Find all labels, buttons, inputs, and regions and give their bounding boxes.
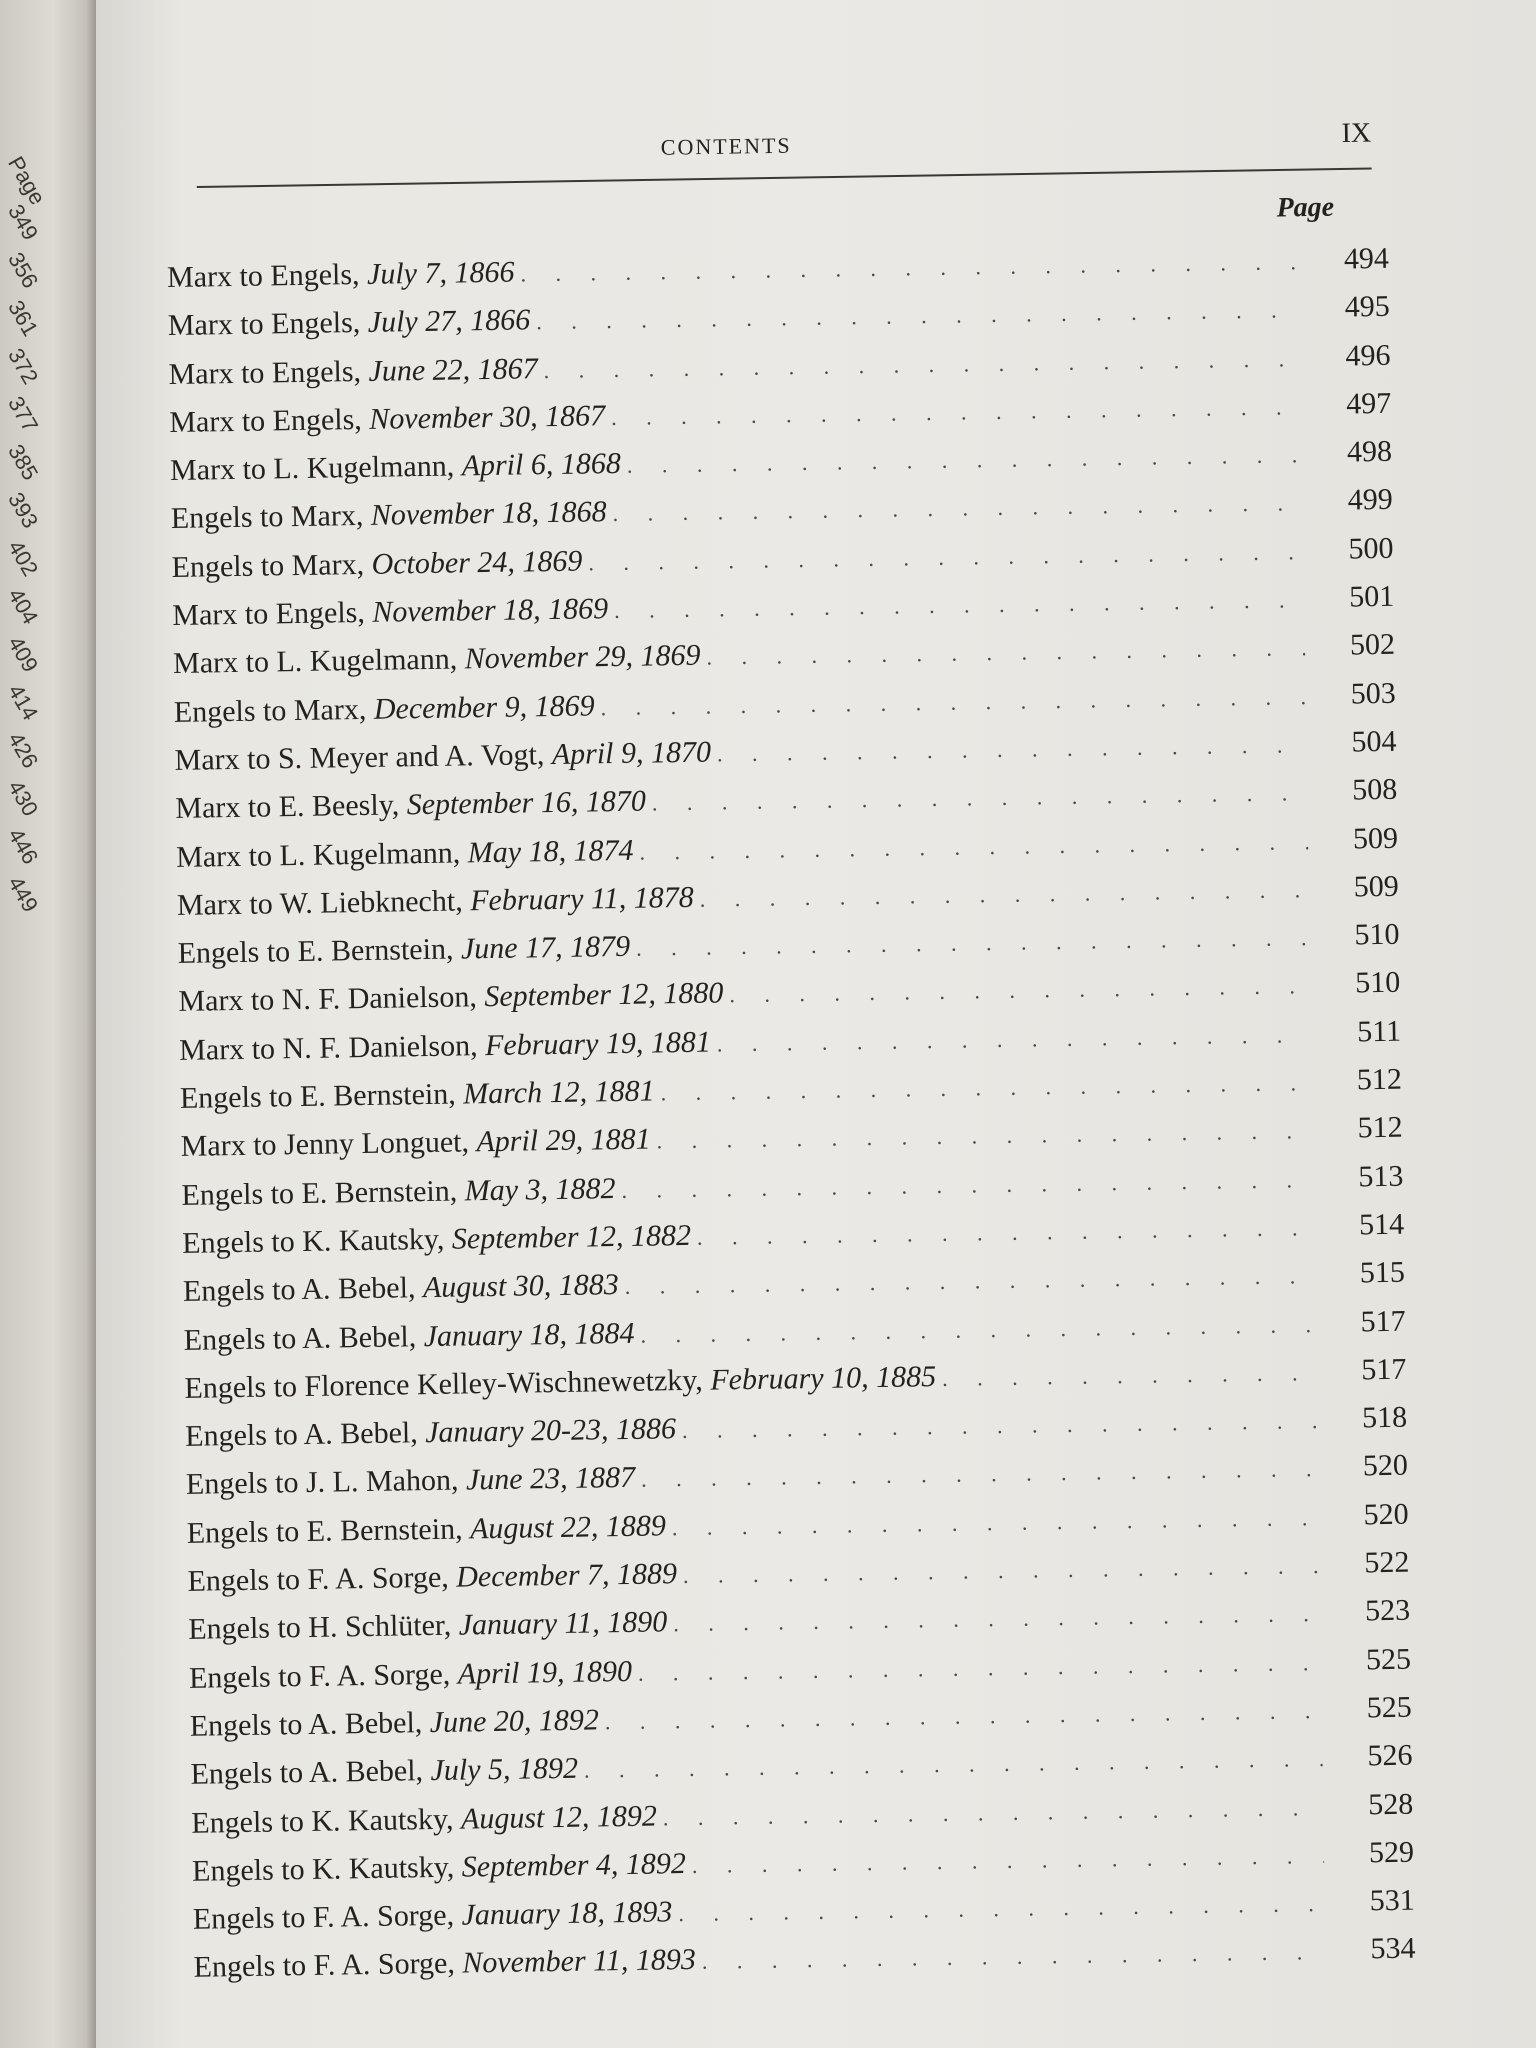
toc-entry-date: March 12, 1881 <box>462 1074 655 1111</box>
toc-entry-title <box>189 1647 639 1702</box>
toc-entry-correspondents: Marx to L. Kugelmann, <box>175 836 461 874</box>
toc-entry-date: August 12, 1892 <box>460 1798 658 1836</box>
toc-entry-correspondents: Marx to N. F. Danielson, <box>178 1028 478 1067</box>
toc-entry-correspondents: Engels to J. L. Mahon, <box>185 1463 459 1502</box>
toc-entry-correspondents: Engels to K. Kautsky, <box>191 1802 454 1840</box>
toc-entry-date: June 20, 1892 <box>429 1703 600 1739</box>
toc-entry-page-number: 511 <box>1356 1014 1402 1049</box>
facing-page-number: 404 <box>3 584 44 629</box>
toc-entry-correspondents: Marx to L. Kugelmann, <box>169 449 455 488</box>
toc-entry-page-number: 510 <box>1355 966 1401 1000</box>
toc-entry-page-number: 534 <box>1370 1931 1416 1966</box>
toc-entry-page-number: 531 <box>1369 1883 1415 1918</box>
toc-entry-title <box>169 392 611 447</box>
toc-entry-page-number: 515 <box>1359 1255 1406 1290</box>
toc-entry-page-number: 510 <box>1354 917 1400 952</box>
toc-entry-title <box>193 1936 702 1992</box>
facing-page-number: 393 <box>3 488 44 533</box>
toc-entry-correspondents: Engels to A. Bebel, <box>189 1706 423 1743</box>
toc-entry-page-number: 503 <box>1350 676 1396 711</box>
toc-entry-page-number: 512 <box>1356 1062 1403 1097</box>
toc-entry-title <box>181 1165 622 1220</box>
facing-page-number: 402 <box>3 536 44 581</box>
toc-entry-page-number: 500 <box>1348 531 1394 566</box>
toc-entry-page-number: 517 <box>1361 1352 1407 1387</box>
toc-entry-date: July 5, 1892 <box>430 1751 579 1788</box>
toc-entry-date: January 18, 1893 <box>461 1895 673 1932</box>
toc-entry-title <box>190 1745 584 1799</box>
toc-entry-title <box>175 778 652 833</box>
facing-page-edge <box>0 0 96 2048</box>
page-column-label: Page <box>1276 191 1335 224</box>
toc-entry-correspondents: Engels to E. Bernstein, <box>181 1174 458 1212</box>
toc-entry-title <box>172 585 614 640</box>
toc-entry-page-number: 499 <box>1347 483 1393 517</box>
dot-leader <box>701 1926 1325 1986</box>
toc-entry-date: July 7, 1866 <box>366 255 515 291</box>
toc-entry-page-number: 513 <box>1358 1159 1404 1194</box>
facing-page-number: 409 <box>3 632 44 677</box>
toc-entry-correspondents: Engels to A. Bebel, <box>185 1416 418 1453</box>
toc-entry-correspondents: Marx to Engels, <box>168 354 362 391</box>
toc-entry-title <box>171 537 588 592</box>
toc-entry-title <box>173 632 707 688</box>
facing-page-numbers <box>3 140 90 917</box>
toc-entry-title <box>174 682 601 737</box>
toc-entry-title <box>170 440 627 495</box>
toc-entry-page-number: 522 <box>1364 1545 1410 1580</box>
toc-entry-date: May 18, 1874 <box>467 833 634 869</box>
toc-entry-correspondents: Engels to Marx, <box>170 499 364 536</box>
toc-entry-correspondents: Marx to Engels, <box>166 257 360 294</box>
toc-entry-correspondents: Engels to E. Bernstein, <box>179 1077 456 1115</box>
toc-entry-correspondents: Engels to F. A. Sorge, <box>192 1898 455 1936</box>
running-head <box>196 118 1372 186</box>
toc-entry-page-number: 498 <box>1346 434 1393 469</box>
toc-entry-correspondents: Engels to H. Schlüter, <box>188 1609 452 1647</box>
toc-entry-page-number: 501 <box>1348 579 1395 614</box>
toc-entry-page-number: 509 <box>1352 821 1399 855</box>
toc-entry-date: April 9, 1870 <box>551 735 712 771</box>
toc-entry-title <box>185 1405 682 1461</box>
toc-entry-date: April 29, 1881 <box>476 1122 651 1159</box>
toc-entry-correspondents: Marx to Engels, <box>169 402 363 439</box>
toc-entry-title <box>192 1888 678 1944</box>
toc-entry-page-number: 523 <box>1364 1593 1411 1628</box>
toc-entry-title <box>168 345 544 399</box>
facing-page-number: 426 <box>3 728 44 773</box>
facing-page-number: Page <box>3 152 51 210</box>
toc-entry-date: August 30, 1883 <box>422 1268 620 1305</box>
toc-entry-date: June 17, 1879 <box>460 929 631 966</box>
toc-entry-title <box>188 1599 674 1655</box>
running-title: CONTENTS <box>660 132 792 160</box>
toc-entry-title <box>167 248 521 302</box>
toc-entry-date: September 16, 1870 <box>406 784 647 822</box>
toc-entry-page-number: 518 <box>1361 1400 1408 1435</box>
toc-entry-list <box>167 235 1424 1993</box>
toc-entry-correspondents: Marx to L. Kugelmann, <box>172 642 458 681</box>
toc-entry-title <box>167 296 536 350</box>
book-gutter <box>86 0 96 2048</box>
toc-entry-date: July 27, 1866 <box>367 303 531 340</box>
toc-entry-page-number: 520 <box>1363 1497 1409 1532</box>
toc-entry-date: September 12, 1882 <box>451 1218 692 1256</box>
toc-entry-date: November 29, 1869 <box>464 639 701 676</box>
toc-entry-page-number: 514 <box>1358 1207 1405 1242</box>
page-folio: IX <box>1341 117 1372 150</box>
toc-entry-date: April 19, 1890 <box>457 1654 633 1691</box>
toc-entry-date: June 22, 1867 <box>368 351 538 388</box>
toc-entry-correspondents: Marx to N. F. Danielson, <box>178 980 478 1019</box>
toc-entry-correspondents: Engels to K. Kautsky, <box>181 1222 445 1260</box>
toc-entry-date: August 22, 1889 <box>469 1509 667 1546</box>
toc-entry-date: November 18, 1868 <box>370 495 607 533</box>
toc-entry-correspondents: Engels to F. A. Sorge, <box>193 1947 456 1985</box>
toc-entry-date: December 7, 1889 <box>455 1557 678 1594</box>
toc-entry-correspondents: Marx to S. Meyer and A. Vogt, <box>174 738 545 777</box>
toc-entry-correspondents: Marx to Engels, <box>172 596 366 633</box>
toc-entry-title <box>180 1116 657 1171</box>
toc-entry-page-number: 528 <box>1367 1787 1414 1821</box>
toc-entry-date: February 10, 1885 <box>710 1359 937 1397</box>
toc-entry-correspondents: Engels to A. Bebel, <box>190 1754 424 1792</box>
toc-entry-title <box>179 1018 717 1074</box>
toc-entry-title <box>191 1792 663 1847</box>
toc-entry-page-number: 495 <box>1344 290 1390 324</box>
toc-entry-title <box>189 1696 605 1751</box>
toc-entry-page-number: 496 <box>1345 338 1391 373</box>
toc-entry-date: June 23, 1887 <box>465 1461 636 1497</box>
toc-entry-correspondents: Engels to Florence Kelley-Wischnewetzky, <box>184 1363 704 1405</box>
toc-entry-correspondents: Engels to Marx, <box>173 692 367 729</box>
toc-entry-date: February 11, 1878 <box>469 880 694 918</box>
toc-entry-page-number: 502 <box>1349 628 1396 662</box>
toc-entry-date: January 11, 1890 <box>458 1605 668 1642</box>
toc-entry-title <box>186 1454 642 1509</box>
toc-entry-title <box>176 826 640 881</box>
toc-entry-date: September 12, 1880 <box>484 976 724 1014</box>
toc-entry-title <box>182 1212 698 1268</box>
toc-entry-title <box>177 874 701 930</box>
facing-page-number: 361 <box>3 296 44 341</box>
toc-entry-title <box>192 1840 693 1896</box>
facing-page-number: 356 <box>3 248 44 293</box>
toc-entry-date: February 19, 1881 <box>484 1025 712 1062</box>
toc-entry-date: September 4, 1892 <box>461 1846 687 1884</box>
toc-entry-title <box>180 1067 661 1123</box>
toc-entry-page-number: 512 <box>1357 1111 1403 1145</box>
toc-entry-title <box>183 1309 640 1364</box>
toc-entry-correspondents: Engels to F. A. Sorge, <box>188 1657 451 1695</box>
toc-entry-correspondents: Engels to E. Bernstein, <box>177 932 454 971</box>
toc-entry-date: October 24, 1869 <box>371 544 583 581</box>
toc-entry-date: November 11, 1893 <box>462 1943 697 1980</box>
facing-page-number: 372 <box>3 344 44 389</box>
toc-entry-correspondents: Marx to W. Liebknecht, <box>176 884 463 922</box>
toc-entry-title <box>187 1550 683 1606</box>
toc-entry-correspondents: Engels to Marx, <box>171 547 365 584</box>
toc-entry-page-number: 494 <box>1343 241 1390 276</box>
facing-page-number: 377 <box>3 392 44 437</box>
toc-entry-title <box>178 970 730 1027</box>
toc-entry-page-number: 529 <box>1368 1835 1415 1870</box>
contents-page <box>96 0 1536 2048</box>
toc-entry-page-number: 508 <box>1352 772 1398 807</box>
toc-entry-date: January 20-23, 1886 <box>424 1412 677 1450</box>
toc-entry-title <box>170 489 612 544</box>
facing-page-number: 385 <box>3 440 44 485</box>
toc-entry-page-number: 525 <box>1365 1642 1412 1676</box>
facing-page-number: 430 <box>3 776 44 821</box>
toc-entry-page-number: 520 <box>1362 1449 1409 1483</box>
toc-entry-page-number: 526 <box>1367 1738 1413 1773</box>
toc-entry-date: December 9, 1869 <box>373 689 595 726</box>
facing-page-number: 414 <box>3 680 44 725</box>
toc-entry-page-number: 517 <box>1360 1304 1406 1338</box>
toc-entry-correspondents: Marx to Jenny Longuet, <box>180 1125 470 1164</box>
toc-entry-title <box>183 1261 626 1316</box>
toc-entry-correspondents: Engels to F. A. Sorge, <box>187 1560 450 1598</box>
header-rule <box>197 168 1372 188</box>
toc-entry-correspondents: Engels to K. Kautsky, <box>191 1850 455 1888</box>
toc-entry-page-number: 525 <box>1366 1690 1412 1725</box>
toc-entry-title <box>174 728 717 785</box>
toc-entry-date: November 30, 1867 <box>369 399 606 436</box>
toc-entry-correspondents: Engels to E. Bernstein, <box>186 1512 463 1550</box>
facing-page-number: 449 <box>3 872 44 917</box>
toc-entry-page-number: 504 <box>1351 724 1397 759</box>
toc-entry-correspondents: Marx to E. Beesly, <box>175 788 400 826</box>
dot-leader <box>942 1347 1317 1403</box>
table-of-contents <box>166 191 1424 1993</box>
toc-entry-correspondents: Engels to A. Bebel, <box>183 1319 417 1357</box>
toc-entry-page-number: 509 <box>1353 869 1400 904</box>
facing-page-number: 349 <box>3 200 44 245</box>
toc-entry-correspondents: Marx to Engels, <box>167 306 361 343</box>
toc-entry-date: April 6, 1868 <box>461 447 622 483</box>
facing-page-number: 446 <box>3 824 44 869</box>
toc-entry-title <box>186 1502 672 1558</box>
toc-entry-correspondents: Engels to A. Bebel, <box>182 1271 416 1309</box>
toc-entry-date: May 3, 1882 <box>464 1171 616 1208</box>
toc-entry-title <box>177 923 636 978</box>
toc-entry-date: November 18, 1869 <box>372 592 609 629</box>
toc-entry-page-number: 497 <box>1345 386 1392 421</box>
toc-entry-date: January 18, 1884 <box>423 1316 635 1353</box>
